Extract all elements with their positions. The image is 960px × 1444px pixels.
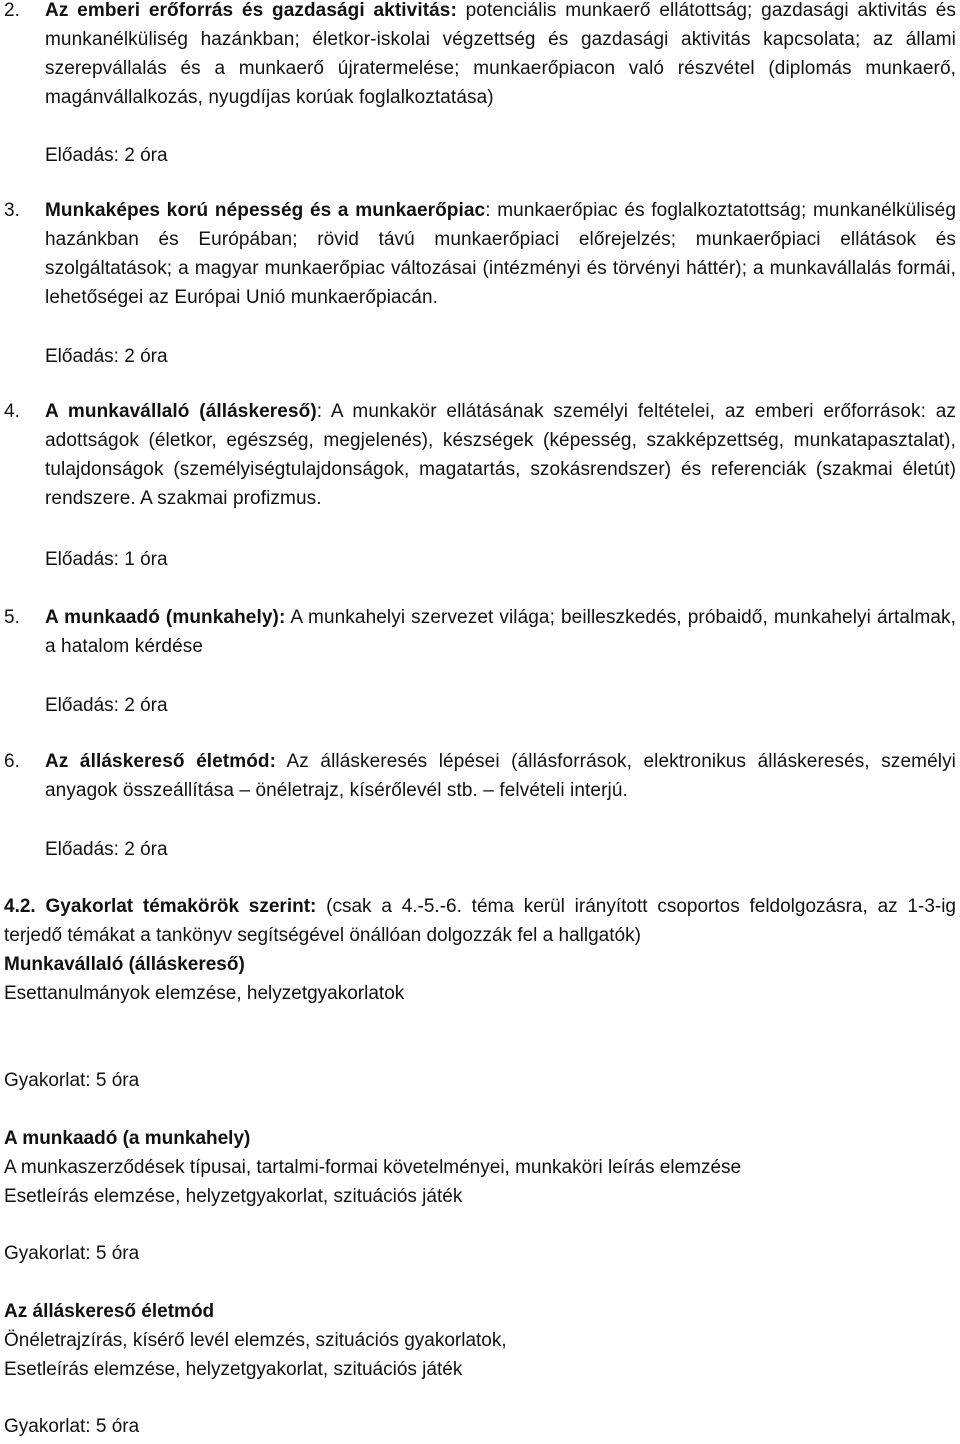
- practice-hours: Gyakorlat: 5 óra: [4, 1070, 140, 1091]
- topic-number: 5.: [4, 607, 20, 628]
- lecture-hours: Előadás: 2 óra: [45, 145, 168, 166]
- practice-topic-title: Munkavállaló (álláskereső): [4, 954, 245, 975]
- practice-hours: Gyakorlat: 5 óra: [4, 1416, 140, 1437]
- practice-topic-line: Önéletrajzírás, kísérő levél elemzés, szituációs gyakorlatok,: [4, 1330, 507, 1351]
- practice-topic-3: [4, 1297, 956, 1384]
- topic-text: : A munkakör ellátásának személyi feltételei, az emberi erőforrások: az adottságok (életkor, egészség, megjelenés), készségek (képesség, szakképzettség, munkatapasztalat), tulajdonságok (személyiségtulajdonságok, magatartás, szokásrendszer) és referenciák (szakmai életút) rendszere. A szakmai profizmus.: [45, 401, 957, 509]
- topic-body: [45, 397, 956, 513]
- lecture-hours: Előadás: 2 óra: [45, 695, 168, 716]
- practice-topic-line: Esetleírás elemzése, helyzetgyakorlat, szituációs játék: [4, 1359, 463, 1380]
- topic-text: : munkaerőpiac és foglalkoztatottság; munkanélküliség hazánkban és Európában; rövid távú munkaerőpiaci előrejelzés; munkaerőpiaci ellátások és szolgáltatások; a magyar munkaerőpiac változásai (intézményi és törvényi háttér); a munkavállalás formái, lehetőségei az Európai Unió munkaerőpiacán.: [45, 200, 957, 308]
- practice-topic-line: Esettanulmányok elemzése, helyzetgyakorlatok: [4, 983, 405, 1004]
- topic-number: 4.: [4, 401, 20, 422]
- practice-topic-line: A munkaszerződések típusai, tartalmi-formai követelményei, munkaköri leírás elemzése: [4, 1157, 742, 1178]
- practice-topic-title: Az álláskereső életmód: [4, 1301, 215, 1322]
- practice-topic-line: Esetleírás elemzése, helyzetgyakorlat, szituációs játék: [4, 1186, 463, 1207]
- topic-item-4: [4, 397, 956, 513]
- topic-heading: Az emberi erőforrás és gazdasági aktivitás:: [45, 0, 457, 21]
- topic-heading: A munkavállaló (álláskereső): [45, 401, 317, 422]
- topic-body: [45, 196, 956, 312]
- topic-heading: Az álláskereső életmód:: [45, 751, 277, 772]
- practice-topic-1: [4, 950, 956, 1008]
- topic-heading: Munkaképes korú népesség és a munkaerőpiac: [45, 200, 486, 221]
- topic-item-2: [4, 0, 956, 112]
- topic-item-6: [4, 747, 956, 805]
- topic-number: 2.: [4, 0, 20, 21]
- practice-heading: 4.2. Gyakorlat témakörök szerint:: [4, 896, 317, 917]
- practice-section-intro: [4, 892, 956, 950]
- topic-body: [45, 603, 956, 661]
- topic-body: [45, 0, 956, 112]
- practice-topic-title: A munkaadó (a munkahely): [4, 1128, 251, 1149]
- topic-text: potenciális munkaerő ellátottság; gazdasági aktivitás és munkanélküliség hazánkban; életkor-iskolai végzettség és gazdasági aktivitás kapcsolata; az állami szerepvállalás és a munkaerő újratermelése; munkaerőpiacon való részvétel (diplomás munkaerő, magánvállalkozás, nyugdíjas korúak foglalkoztatása): [45, 0, 956, 108]
- topic-body: [45, 747, 956, 805]
- topic-text: Az álláskeresés lépései (állásforrások, elektronikus álláskeresés, személyi anyagok összeállítása – önéletrajz, kísérőlevél stb. – felvételi interjú.: [45, 751, 956, 801]
- topic-item-5: [4, 603, 956, 661]
- lecture-hours: Előadás: 1 óra: [45, 549, 168, 570]
- practice-topic-2: [4, 1124, 956, 1211]
- topic-number: 6.: [4, 751, 20, 772]
- lecture-hours: Előadás: 2 óra: [45, 346, 168, 367]
- topic-text: A munkahelyi szervezet világa; beilleszkedés, próbaidő, munkahelyi ártalmak, a hatalom kérdése: [45, 607, 956, 657]
- topic-number: 3.: [4, 200, 20, 221]
- topic-item-3: [4, 196, 956, 312]
- practice-text: (csak a 4.-5.-6. téma kerül irányított csoportos feldolgozásra, az 1-3-ig terjedő témákat a tankönyv segítségével önállóan dolgozzák fel a hallgatók): [4, 896, 956, 946]
- topic-heading: A munkaadó (munkahely):: [45, 607, 286, 628]
- practice-hours: Gyakorlat: 5 óra: [4, 1243, 140, 1264]
- lecture-hours: Előadás: 2 óra: [45, 839, 168, 860]
